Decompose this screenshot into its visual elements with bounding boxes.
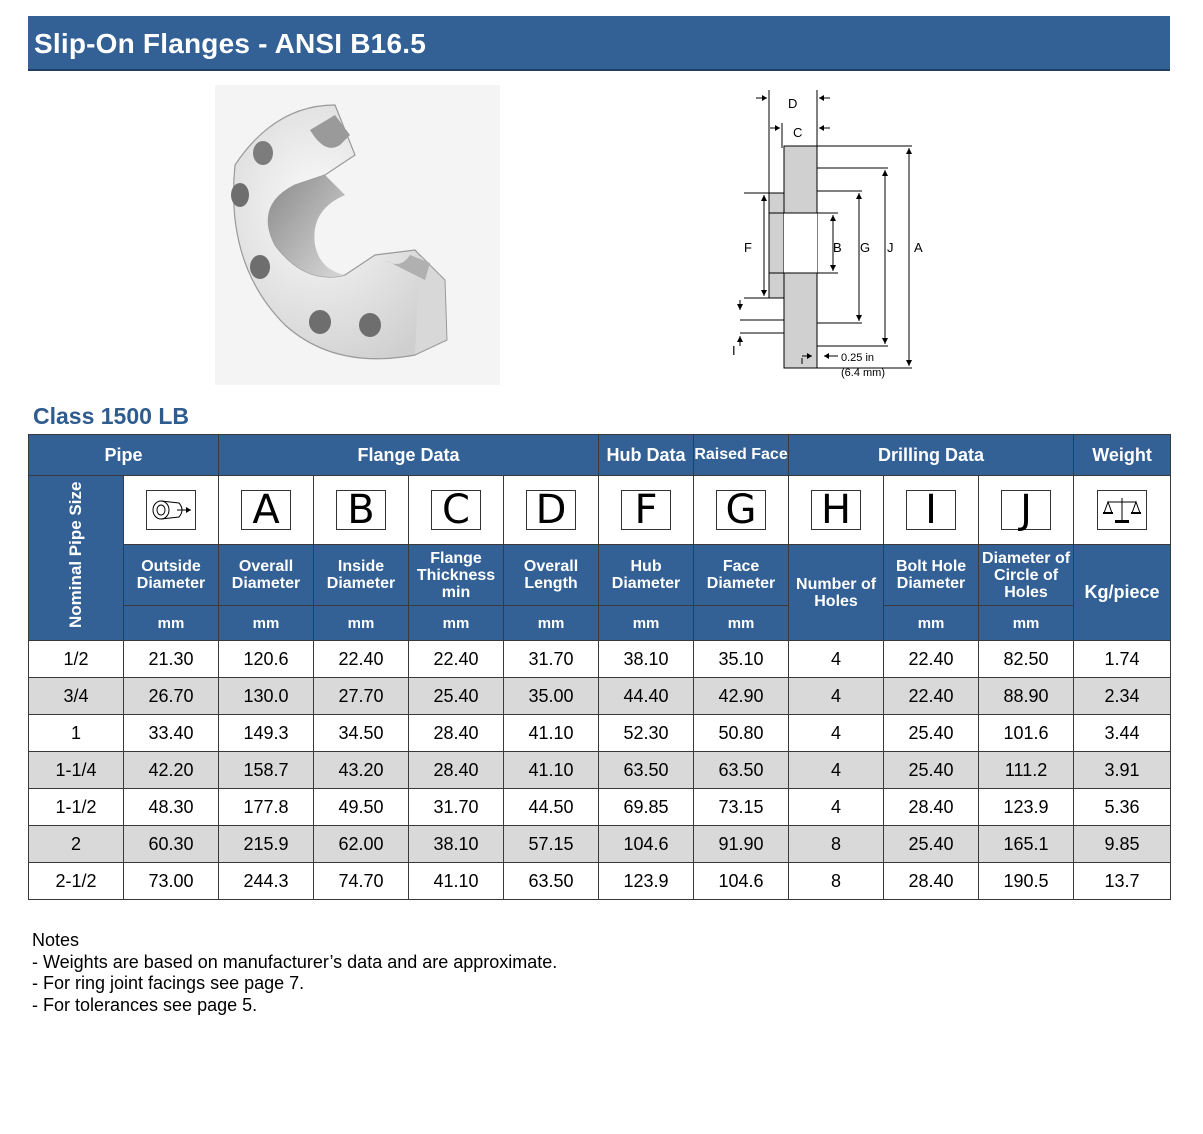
table-cell: 2.34 xyxy=(1074,678,1171,715)
table-cell: 4 xyxy=(789,789,884,826)
table-cell: 101.6 xyxy=(979,715,1074,752)
table-cell: 27.70 xyxy=(314,678,409,715)
table-cell: 25.40 xyxy=(409,678,504,715)
col-overall-length: Overall Length xyxy=(504,545,599,606)
group-header-drilling-data: Drilling Data xyxy=(789,435,1074,476)
letter-a: A xyxy=(219,476,314,545)
table-cell: 25.40 xyxy=(884,715,979,752)
table-cell: 104.6 xyxy=(599,826,694,863)
group-header-raised-face: Raised Face xyxy=(694,435,789,476)
table-cell: 21.30 xyxy=(124,641,219,678)
table-cell: 130.0 xyxy=(219,678,314,715)
table-cell: 49.50 xyxy=(314,789,409,826)
table-cell: 111.2 xyxy=(979,752,1074,789)
dim-label-c: C xyxy=(793,125,803,140)
table-cell: 57.15 xyxy=(504,826,599,863)
flange-dimension-diagram xyxy=(720,88,950,388)
table-cell: 73.00 xyxy=(124,863,219,900)
unit-overall-length: mm xyxy=(504,606,599,641)
table-cell: 41.10 xyxy=(504,752,599,789)
table-row xyxy=(29,826,1171,863)
table-cell: 50.80 xyxy=(694,715,789,752)
table-cell: 60.30 xyxy=(124,826,219,863)
table-row xyxy=(29,715,1171,752)
table-cell: 44.50 xyxy=(504,789,599,826)
table-cell: 52.30 xyxy=(599,715,694,752)
table-cell: 22.40 xyxy=(884,641,979,678)
col-inside-diameter: Inside Diameter xyxy=(314,545,409,606)
table-cell: 177.8 xyxy=(219,789,314,826)
pipe-size-cell: 1-1/2 xyxy=(29,789,124,826)
table-cell: 4 xyxy=(789,752,884,789)
dim-label-d: D xyxy=(788,96,798,111)
unit-bolt-hole-diameter: mm xyxy=(884,606,979,641)
dim-label-g: G xyxy=(860,240,871,255)
table-cell: 4 xyxy=(789,641,884,678)
col-face-diameter: Face Diameter xyxy=(694,545,789,606)
notes-line: - For ring joint facings see page 7. xyxy=(32,973,305,993)
letter-f: F xyxy=(599,476,694,545)
table-cell: 69.85 xyxy=(599,789,694,826)
table-cell: 48.30 xyxy=(124,789,219,826)
notes xyxy=(32,930,557,1016)
table-cell: 62.00 xyxy=(314,826,409,863)
table-cell: 22.40 xyxy=(314,641,409,678)
table-cell: 31.70 xyxy=(409,789,504,826)
pipe-size-cell: 1 xyxy=(29,715,124,752)
table-cell: 42.90 xyxy=(694,678,789,715)
pipe-size-cell: 2-1/2 xyxy=(29,863,124,900)
table-cell: 3.44 xyxy=(1074,715,1171,752)
table-cell: 44.40 xyxy=(599,678,694,715)
table-cell: 22.40 xyxy=(409,641,504,678)
table-cell: 1.74 xyxy=(1074,641,1171,678)
table-cell: 4 xyxy=(789,715,884,752)
table-cell: 120.6 xyxy=(219,641,314,678)
dim-label-i: I xyxy=(732,343,736,358)
col-overall-diameter: Overall Diameter xyxy=(219,545,314,606)
table-cell: 31.70 xyxy=(504,641,599,678)
unit-flange-thickness: mm xyxy=(409,606,504,641)
table-cell: 42.20 xyxy=(124,752,219,789)
table-cell: 8 xyxy=(789,826,884,863)
table-cell: 3.91 xyxy=(1074,752,1171,789)
table-cell: 41.10 xyxy=(504,715,599,752)
unit-outside-diameter: mm xyxy=(124,606,219,641)
col-flange-thickness: Flange Thickness min xyxy=(409,545,504,606)
pipe-size-cell: 1/2 xyxy=(29,641,124,678)
table-cell: 82.50 xyxy=(979,641,1074,678)
specs-table xyxy=(28,434,1171,900)
table-row xyxy=(29,752,1171,789)
table-cell: 158.7 xyxy=(219,752,314,789)
unit-circle-of-holes: mm xyxy=(979,606,1074,641)
table-cell: 8 xyxy=(789,863,884,900)
table-cell: 88.90 xyxy=(979,678,1074,715)
col-hub-diameter: Hub Diameter xyxy=(599,545,694,606)
table-cell: 35.10 xyxy=(694,641,789,678)
table-cell: 25.40 xyxy=(884,826,979,863)
raised-face-note-in: 0.25 in xyxy=(841,352,875,364)
table-cell: 38.10 xyxy=(409,826,504,863)
letter-b: B xyxy=(314,476,409,545)
table-cell: 190.5 xyxy=(979,863,1074,900)
pipe-size-cell: 1-1/4 xyxy=(29,752,124,789)
notes-line: - For tolerances see page 5. xyxy=(32,994,258,1015)
table-cell: 28.40 xyxy=(884,863,979,900)
group-header-weight: Weight xyxy=(1074,435,1171,476)
col-bolt-hole-diameter: Bolt Hole Diameter xyxy=(884,545,979,606)
table-cell: 149.3 xyxy=(219,715,314,752)
dim-label-j: J xyxy=(887,240,894,255)
page-title-bar xyxy=(28,16,1170,71)
table-cell: 91.90 xyxy=(694,826,789,863)
table-cell: 5.36 xyxy=(1074,789,1171,826)
letter-g: G xyxy=(694,476,789,545)
table-cell: 74.70 xyxy=(314,863,409,900)
slip-on-flange-illustration xyxy=(215,85,500,385)
unit-face-diameter: mm xyxy=(694,606,789,641)
table-cell: 28.40 xyxy=(409,715,504,752)
page-title: Slip-On Flanges - ANSI B16.5 xyxy=(34,28,426,59)
table-cell: 25.40 xyxy=(884,752,979,789)
dim-label-f: F xyxy=(744,240,752,255)
unit-overall-diameter: mm xyxy=(219,606,314,641)
notes-heading: Notes xyxy=(32,930,80,950)
pipe-section-icon xyxy=(124,476,219,545)
group-header-pipe: Pipe xyxy=(29,435,219,476)
col-circle-of-holes: Diameter of Circle of Holes xyxy=(979,545,1074,606)
table-cell: 215.9 xyxy=(219,826,314,863)
balance-scale-icon xyxy=(1074,476,1171,545)
col-number-of-holes: Number of Holes xyxy=(789,545,884,641)
table-cell: 22.40 xyxy=(884,678,979,715)
letter-h: H xyxy=(789,476,884,545)
notes-line: - Weights are based on manufacturer’s data and are approximate. xyxy=(32,951,558,972)
table-cell: 73.15 xyxy=(694,789,789,826)
table-cell: 38.10 xyxy=(599,641,694,678)
table-cell: 28.40 xyxy=(884,789,979,826)
table-row xyxy=(29,641,1171,678)
table-cell: 26.70 xyxy=(124,678,219,715)
table-row xyxy=(29,678,1171,715)
class-label: Class 1500 LB xyxy=(33,403,189,429)
table-row xyxy=(29,789,1171,826)
table-cell: 123.9 xyxy=(599,863,694,900)
nominal-pipe-size-header: Nominal Pipe Size xyxy=(29,476,124,641)
table-cell: 9.85 xyxy=(1074,826,1171,863)
col-kg-per-piece: Kg/piece xyxy=(1074,545,1171,641)
pipe-size-cell: 2 xyxy=(29,826,124,863)
table-cell: 4 xyxy=(789,678,884,715)
letter-d: D xyxy=(504,476,599,545)
raised-face-note-mm: (6.4 mm) xyxy=(841,367,885,379)
table-cell: 63.50 xyxy=(694,752,789,789)
table-cell: 63.50 xyxy=(504,863,599,900)
table-cell: 35.00 xyxy=(504,678,599,715)
table-cell: 244.3 xyxy=(219,863,314,900)
table-cell: 41.10 xyxy=(409,863,504,900)
table-cell: 28.40 xyxy=(409,752,504,789)
group-header-flange-data: Flange Data xyxy=(219,435,599,476)
table-body xyxy=(29,641,1171,900)
table-cell: 123.9 xyxy=(979,789,1074,826)
table-cell: 13.7 xyxy=(1074,863,1171,900)
table-cell: 104.6 xyxy=(694,863,789,900)
letter-j: J xyxy=(979,476,1074,545)
pipe-size-cell: 3/4 xyxy=(29,678,124,715)
table-cell: 33.40 xyxy=(124,715,219,752)
letter-i: I xyxy=(884,476,979,545)
table-cell: 165.1 xyxy=(979,826,1074,863)
table-cell: 34.50 xyxy=(314,715,409,752)
letter-c: C xyxy=(409,476,504,545)
col-outside-diameter: Outside Diameter xyxy=(124,545,219,606)
unit-inside-diameter: mm xyxy=(314,606,409,641)
table-cell: 43.20 xyxy=(314,752,409,789)
table-cell: 63.50 xyxy=(599,752,694,789)
group-header-hub-data: Hub Data xyxy=(599,435,694,476)
unit-hub-diameter: mm xyxy=(599,606,694,641)
dim-label-a: A xyxy=(914,240,923,255)
table-row xyxy=(29,863,1171,900)
dim-label-b: B xyxy=(833,240,842,255)
